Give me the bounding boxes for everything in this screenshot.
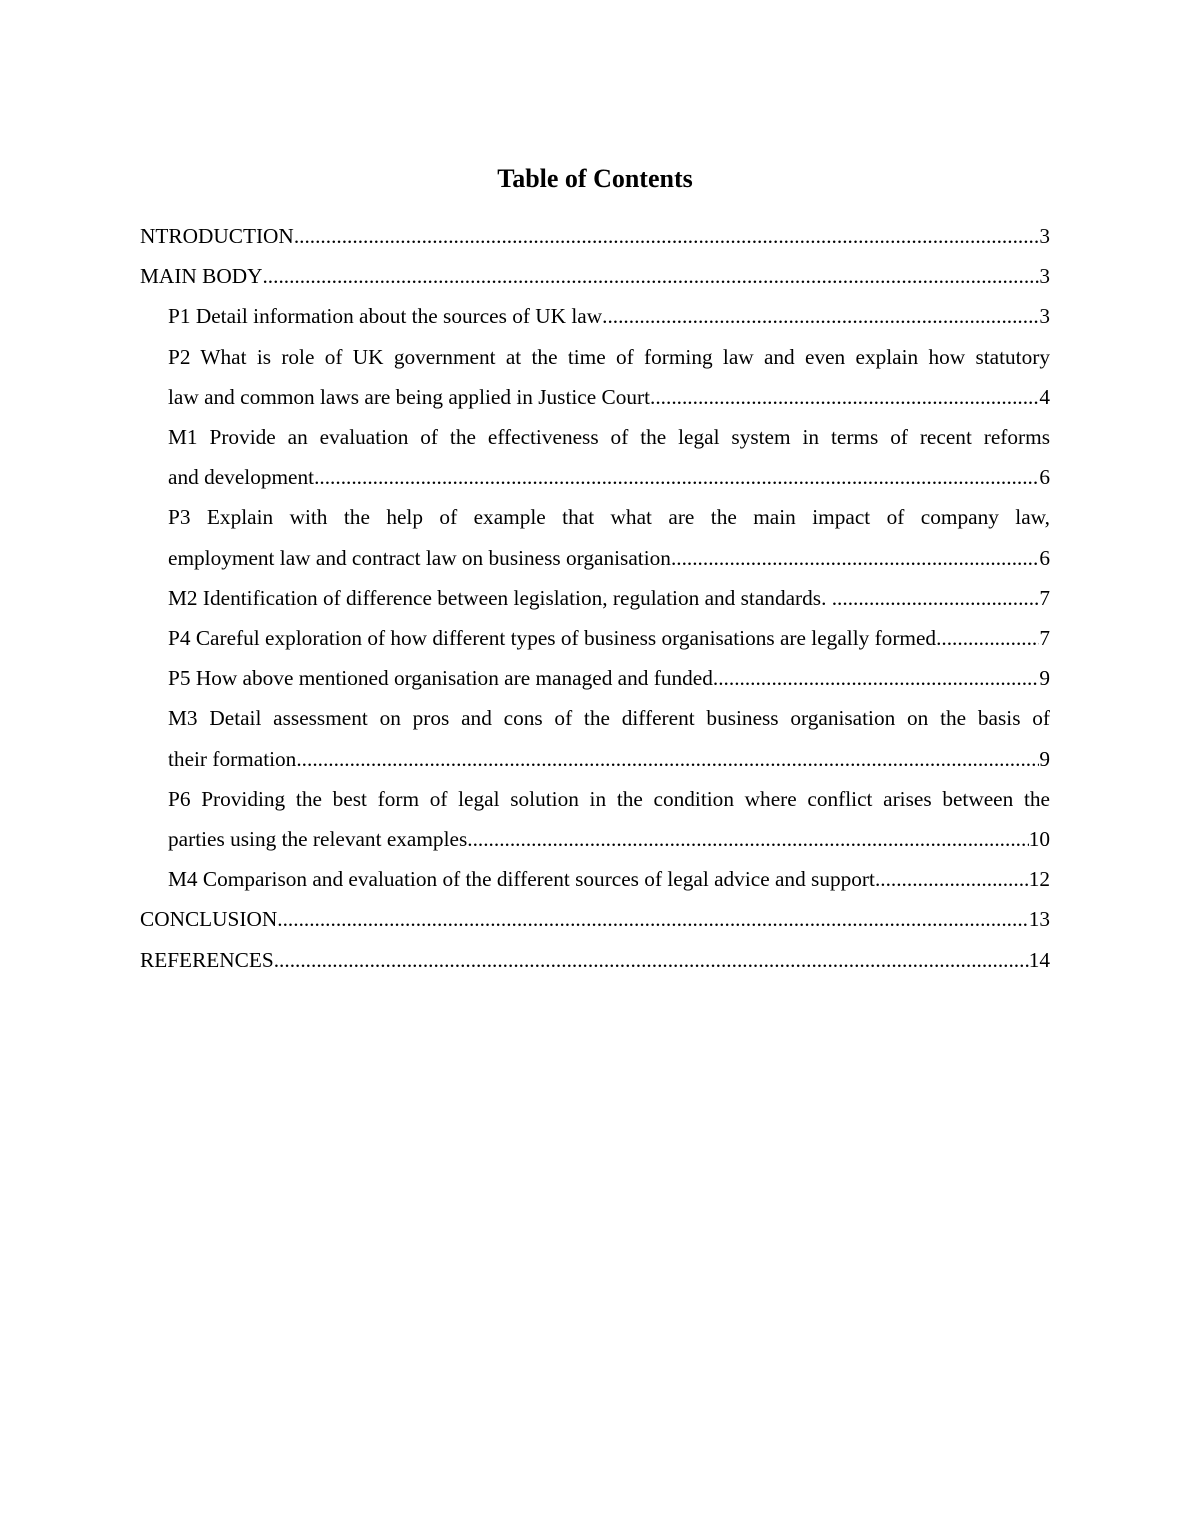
- dot-leader: [941, 618, 1039, 658]
- toc-entry-label: law and common laws are being applied in Justice Court: [168, 384, 651, 409]
- toc-entry-introduction[interactable]: [140, 216, 1050, 256]
- toc-page-number: 9: [1039, 746, 1050, 771]
- toc-page-number: 3: [1039, 224, 1050, 248]
- toc-page-number: 9: [1039, 666, 1050, 691]
- dot-leader: [713, 658, 1039, 698]
- dot-leader: [277, 899, 1028, 939]
- toc-entry-label-line: P6 Providing the best form of legal solution in the condition where conflict arises between the: [168, 786, 1050, 811]
- toc-entry-p4[interactable]: [140, 618, 1050, 658]
- toc-entry-m4[interactable]: [140, 859, 1050, 899]
- dot-leader: [314, 457, 1039, 497]
- dot-leader: [832, 578, 1040, 618]
- toc-list: [140, 216, 1050, 980]
- toc-entry-label: P5 How above mentioned organisation are managed and funded: [168, 666, 713, 691]
- dot-leader: [262, 256, 1039, 296]
- toc-entry-m2[interactable]: [140, 578, 1050, 618]
- dot-leader: [294, 216, 1040, 256]
- dot-leader: [875, 859, 1029, 899]
- toc-entry-label: CONCLUSION: [140, 907, 278, 932]
- toc-entry-label: M2 Identification of difference between legislation, regulation and standards.: [168, 585, 832, 610]
- toc-entry-m3[interactable]: [140, 698, 1050, 778]
- toc-page-number: 6: [1039, 545, 1050, 570]
- toc-entry-label: employment law and contract law on business organisation: [168, 545, 671, 570]
- toc-entry-label: their formation: [168, 746, 297, 771]
- toc-entry-label-line: M3 Detail assessment on pros and cons of the different business organisation on the basis of: [168, 706, 1050, 731]
- toc-entry-references[interactable]: [140, 940, 1050, 980]
- toc-page-number: 4: [1039, 384, 1050, 409]
- toc-entry-label-line: P3 Explain with the help of example that what are the main impact of company law,: [168, 505, 1050, 530]
- toc-entry-label-line: M1 Provide an evaluation of the effectiveness of the legal system in terms of recent reforms: [168, 425, 1050, 450]
- toc-page-number: 12: [1028, 867, 1050, 892]
- toc-entry-p6[interactable]: [140, 779, 1050, 859]
- toc-page-number: 6: [1039, 465, 1050, 490]
- toc-entry-p2[interactable]: [140, 337, 1050, 417]
- toc-entry-label: NTRODUCTION: [140, 224, 294, 248]
- toc-page-number: 14: [1028, 947, 1050, 972]
- dot-leader: [671, 538, 1039, 578]
- toc-entry-label: P1 Detail information about the sources of UK law: [168, 304, 603, 329]
- dot-leader: [467, 819, 1028, 859]
- toc-entry-m1[interactable]: [140, 417, 1050, 497]
- dot-leader: [650, 377, 1039, 417]
- dot-leader: [602, 296, 1039, 336]
- toc-entry-label: M4 Comparison and evaluation of the different sources of legal advice and support: [168, 867, 875, 892]
- toc-entry-conclusion[interactable]: [140, 899, 1050, 939]
- dot-leader: [296, 739, 1039, 779]
- toc-page-number: 7: [1039, 585, 1050, 610]
- toc-page-number: 7: [1039, 626, 1050, 651]
- toc-page-number: 10: [1028, 827, 1050, 852]
- toc-entry-label: parties using the relevant examples: [168, 827, 468, 852]
- toc-entry-label: MAIN BODY: [140, 264, 263, 289]
- toc-page-number: 3: [1039, 304, 1050, 329]
- toc-entry-label: and development: [168, 465, 315, 490]
- toc-entry-p3[interactable]: [140, 497, 1050, 577]
- toc-entry-label: REFERENCES: [140, 947, 274, 972]
- page-title: Table of Contents: [497, 164, 693, 193]
- toc-entry-label: P4 Careful exploration of how different types of business organisations are legally formed.: [168, 626, 942, 651]
- toc-page-number: 3: [1039, 264, 1050, 289]
- toc-entry-main-body[interactable]: [140, 256, 1050, 296]
- toc-entry-p5[interactable]: [140, 658, 1050, 698]
- toc-page-number: 13: [1028, 907, 1050, 932]
- toc-entry-label-line: P2 What is role of UK government at the time of forming law and even explain how statutory: [168, 344, 1050, 369]
- toc-entry-p1[interactable]: [140, 296, 1050, 336]
- dot-leader: [274, 940, 1029, 980]
